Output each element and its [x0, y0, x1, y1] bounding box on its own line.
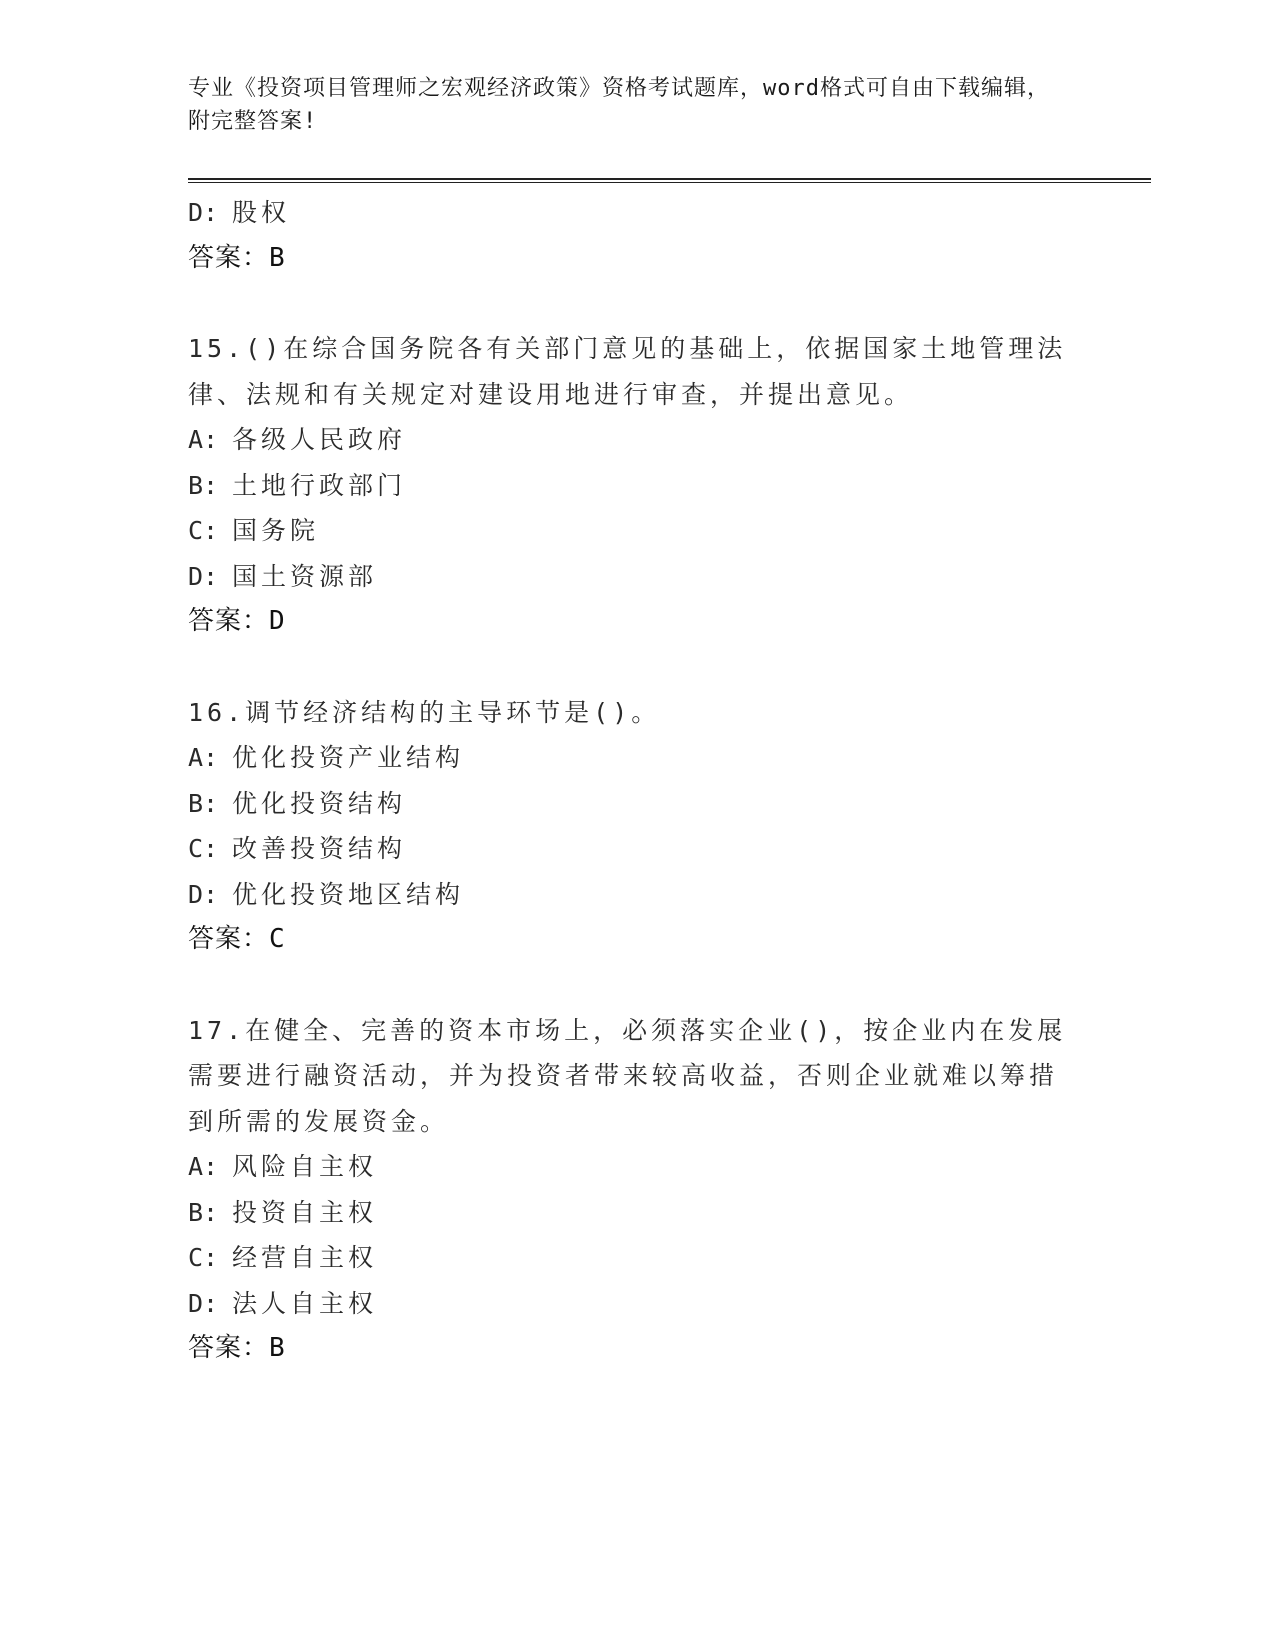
- option-text: 优化投资产业结构: [232, 743, 465, 772]
- option-text: 土地行政部门: [232, 470, 407, 500]
- question-17: [188, 1008, 1088, 1372]
- question-stem: 15.()在综合国务院各有关部门意见的基础上，依据国家土地管理法律、法规和有关规定对建设用地进行审查，并提出意见。: [188, 334, 1067, 409]
- question-content: [188, 190, 1088, 1372]
- answer-value: D: [269, 606, 286, 636]
- question-stem: 16.调节经济结构的主导环节是()。: [188, 697, 661, 727]
- option-a: [188, 735, 1088, 781]
- option-letter: B:: [188, 1197, 219, 1227]
- option-text: 国土资源部: [232, 561, 378, 591]
- option-c: [188, 826, 1088, 872]
- header-divider: [188, 178, 1151, 180]
- option-letter: D:: [188, 1288, 219, 1318]
- option-a: [188, 1144, 1088, 1190]
- option-text: 股权: [232, 198, 291, 227]
- option-a: [188, 417, 1088, 463]
- option-letter: D:: [188, 879, 219, 909]
- option-d: [188, 1281, 1088, 1327]
- answer-label: 答案：: [188, 924, 270, 954]
- answer-line: [188, 1326, 1088, 1372]
- option-letter: D:: [188, 561, 219, 591]
- page-header-title: 专业《投资项目管理师之宏观经济政策》资格考试题库，word格式可自由下载编辑，附完整答案!: [188, 76, 1050, 134]
- option-c: [188, 1235, 1088, 1281]
- option-c: [188, 508, 1088, 554]
- answer-line: [188, 917, 1088, 963]
- answer-label: 答案：: [188, 242, 270, 273]
- answer-label: 答案：: [188, 606, 270, 636]
- option-b: [188, 463, 1088, 509]
- option-text: 投资自主权: [232, 1197, 378, 1227]
- option-text: 国务院: [232, 516, 320, 545]
- option-text: 法人自主权: [232, 1288, 378, 1318]
- option-letter: C:: [188, 516, 219, 545]
- option-text: 经营自主权: [232, 1243, 378, 1272]
- answer-label: 答案：: [188, 1333, 270, 1363]
- option-d: [188, 554, 1088, 600]
- option-letter: C:: [188, 834, 219, 863]
- answer-line: [188, 599, 1088, 645]
- option-letter: A:: [188, 425, 219, 454]
- option-text: 风险自主权: [232, 1152, 378, 1181]
- option-text: 优化投资结构: [232, 788, 407, 818]
- answer-line: [188, 236, 1088, 282]
- option-letter: A:: [188, 1152, 219, 1181]
- option-letter: B:: [188, 470, 219, 500]
- option-b: [188, 781, 1088, 827]
- option-text: 改善投资结构: [232, 834, 407, 863]
- option-letter: A:: [188, 743, 219, 772]
- option-letter: C:: [188, 1243, 219, 1272]
- question-15: [188, 326, 1088, 645]
- option-text: 各级人民政府: [232, 425, 407, 454]
- question-stem: 17.在健全、完善的资本市场上，必须落实企业()，按企业内在发展需要进行融资活动，并为投资者带来较高收益，否则企业就难以筹措到所需的发展资金。: [188, 1015, 1067, 1136]
- option-d: [188, 190, 1088, 236]
- answer-value: C: [269, 924, 286, 954]
- option-d: [188, 872, 1088, 918]
- answer-value: B: [269, 242, 286, 273]
- question-16: [188, 690, 1088, 963]
- option-letter: D:: [188, 198, 219, 227]
- option-b: [188, 1190, 1088, 1236]
- answer-value: B: [269, 1333, 286, 1363]
- option-text: 优化投资地区结构: [232, 879, 465, 909]
- option-letter: B:: [188, 788, 219, 818]
